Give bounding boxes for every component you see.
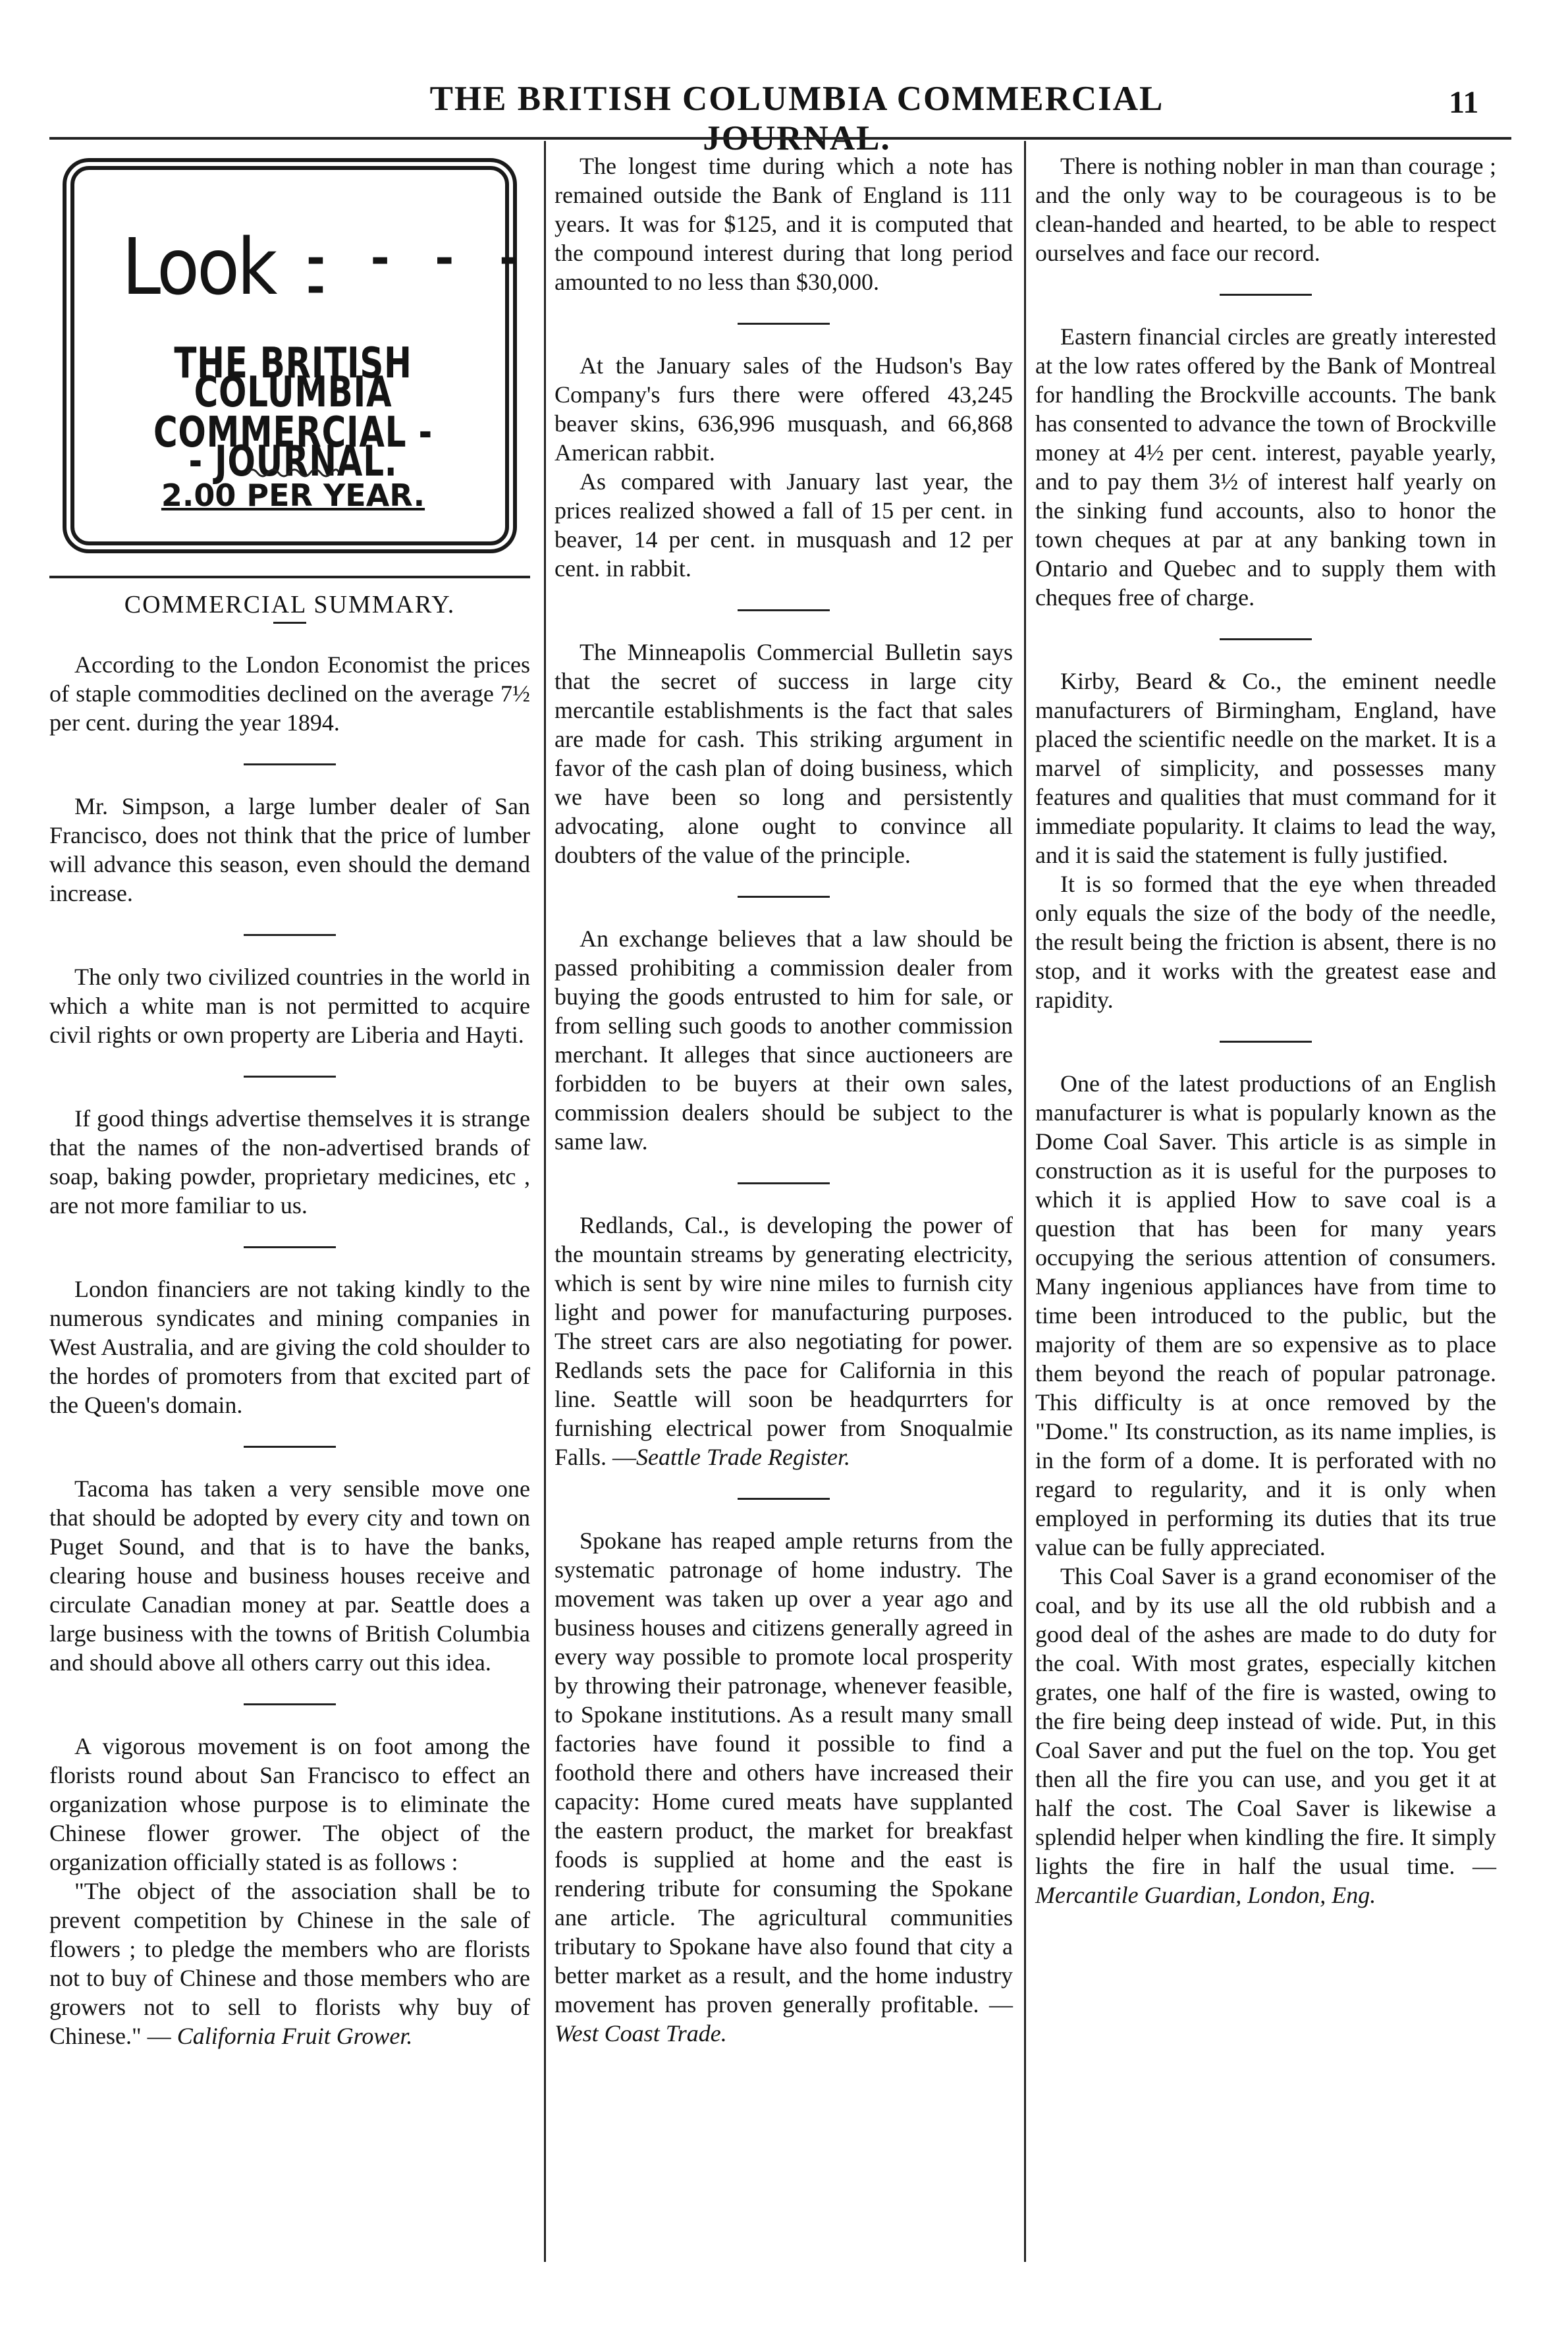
source-credit: Mercantile Guardian, London, Eng. [1035, 1882, 1376, 1908]
news-item [49, 1104, 530, 1220]
journal-title: THE BRITISH COLUMBIA COMMERCIAL JOURNAL. [429, 80, 1164, 157]
ad-price [102, 478, 484, 513]
news-item [554, 151, 1013, 296]
paragraph: Tacoma has taken a very sensible move one that should be adopted by every city and town on Puget Sound, and that is to have the banks, clearing house and business houses receive and circulate Canadian money at par. Seattle does a large business with the towns of British Columbia and should above all others carry out this idea. [49, 1475, 530, 1676]
paragraph: London financiers are not taking kindly to the numerous syndicates and mining companies in West Australia, and are giving the cold shoulder to the hordes of promoters from that excited part of the Queen's domain. [49, 1276, 530, 1418]
paragraph-text: Spokane has reaped ample returns from the systematic patronage of home industry. The movement was taken up over a year ago and business houses and citizens generally agreed in every way possible to promote local prosperity by throwing their patronage, whenever feasible, to Spokane institutions. As a result many small factories have found it possible to find a foothold there and others have increased their capacity: Home cured meats have supplanted the eastern product, the market for breakfast foods is supplied at home and the east is rendering tribute for consuming the Spokane ane article. The agricultural communities tributary to Spokane have also found that city a better market as a result, and the home industry movement has proven generally profitable. — [554, 1527, 1013, 2018]
paragraph [1035, 1562, 1496, 1910]
paragraph: The longest time during which a note has remained outside the Bank of England is 111 years. It was for $125, and it is computed that the compound interest during that long period amounted to no less than $30,000. [554, 153, 1013, 295]
news-item [554, 1211, 1013, 1471]
paragraph: The only two civilized countries in the world in which a white man is not permitted to acquire civil rights or own property are Liberia and Hayti. [49, 964, 530, 1048]
header-rule [49, 137, 1511, 140]
item-divider [1220, 294, 1312, 296]
item-divider [244, 763, 336, 765]
item-divider [738, 1498, 830, 1500]
paragraph: An exchange believes that a law should be passed prohibiting a commission dealer from buying the goods entrusted to him for sale, or from selling such goods to another commission merchant. It alleges that since auctioneers are forbidden to be buyers at their own sales, commission dealers should be subject to the same law. [554, 925, 1013, 1155]
news-item [1035, 322, 1496, 612]
quoted-paragraph [49, 1877, 530, 2050]
item-divider [1220, 1041, 1312, 1043]
source-credit: Seattle Trade Register. [636, 1444, 850, 1470]
news-item [554, 638, 1013, 869]
news-item [1035, 1069, 1496, 1910]
item-divider [738, 896, 830, 898]
ad-look-text: Look [122, 221, 275, 312]
news-item [1035, 151, 1496, 267]
ad-journal-name-line2: COMMERCIAL - - JOURNAL. [153, 408, 433, 486]
paragraph: One of the latest productions of an English manufacturer is what is popularly known as the Dome Coal Saver. This article is as simple in construction as it is useful for the purposes to which it is applied How to save coal is a question that has been for many years occupying the serious attention of consumers. Many ingenious appliances have from time to time been introduced to the public, but the majority of them are so expensive as to place them beyond the reach of popular patronage. This difficulty is at once removed by the "Dome." Its construction, as its name implies, is in the form of a dome. It is perforated with no regard to regularity, and it is only when employed in performing its duties that its true value can be fully appreciated. [1035, 1070, 1496, 1560]
news-item [554, 351, 1013, 583]
news-item [49, 1732, 530, 2050]
paragraph-text: Redlands, Cal., is developing the power of the mountain streams by generating electricity, which is sent by wire nine miles to furnish city light and power for manufacturing purposes. The street cars are also negotiating for power. Redlands sets the pace for California in this line. Seattle will soon be headqurrters for furnishing electrical power from Snoqualmie Falls. — [554, 1212, 1013, 1470]
paragraph: As compared with January last year, the prices realized showed a fall of 15 per cent. in beaver, 14 per cent. in musquash and 12 per cent. in rabbit. [554, 468, 1013, 582]
paragraph: There is nothing nobler in man than courage ; and the only way to be courageous is to be clean-handed and hearted, to be able to respect ourselves and face our record. [1035, 153, 1496, 266]
heading-rule [273, 622, 306, 624]
item-divider [738, 323, 830, 325]
item-divider [244, 1076, 336, 1078]
item-divider [738, 1182, 830, 1184]
news-item [554, 924, 1013, 1156]
ad-dashes: - - - - - [306, 231, 530, 314]
section-heading: COMMERCIAL SUMMARY. [124, 591, 456, 619]
news-item [49, 792, 530, 908]
item-divider [244, 1703, 336, 1705]
news-item [49, 1275, 530, 1419]
paragraph: It is so formed that the eye when threaded only equals the size of the body of the needle, the result being the friction is absent, there is no stop, and it works with the greatest ease and rapidity. [1035, 871, 1496, 1013]
ad-price-text: 2.00 PER YEAR. [161, 478, 425, 513]
quote-source: California Fruit Grower. [176, 2023, 413, 2049]
paragraph: If good things advertise themselves it is strange that the names of the non-advertised brands of soap, baking powder, proprietary medicines, etc , are not more familiar to us. [49, 1105, 530, 1219]
news-item [49, 650, 530, 737]
paragraph: According to the London Economist the prices of staple commodities declined on the average 7½ per cent. during the year 1894. [49, 651, 530, 736]
paragraph [554, 1526, 1013, 2048]
quote-text: "The object of the association shall be to prevent competition by Chinese in the sale of flowers ; to pledge the members who are florists not to buy of Chinese and those members who are growers not to sell to florists why buy of Chinese." — [49, 1878, 530, 2049]
news-item [49, 962, 530, 1049]
item-divider [244, 1446, 336, 1448]
item-divider [244, 934, 336, 936]
column-2 [554, 151, 1013, 2048]
paragraph: Kirby, Beard & Co., the eminent needle manufacturers of Birmingham, England, have placed the scientific needle on the market. It is a marvel of simplicity, and possesses many features and qualities that must command for it immediate popularity. It claims to lead the way, and it is said the statement is fully justified. [1035, 668, 1496, 868]
paragraph: At the January sales of the Hudson's Bay Company's furs there were offered 43,245 beaver skins, 636,996 musquash, and 66,868 American rabbit. [554, 352, 1013, 466]
paragraph: Mr. Simpson, a large lumber dealer of San Francisco, does not think that the price of lumber will advance this season, even should the demand increase. [49, 793, 530, 906]
page-number: 11 [1449, 85, 1479, 120]
news-item [49, 1474, 530, 1677]
paragraph-text: This Coal Saver is a grand economiser of the coal, and by its use all the old rubbish and a good deal of the ashes are made to do duty for the coal. With most grates, especially kitchen grates, one half of the fire is wasted, owing to the fire being deep instead of wide. Put, in this Coal Saver and put the fuel on the top. You get then all the fire you can use, and you get it at half the cost. The Coal Saver is likewise a splendid helper when kindling the fire. It simply lights the fire in half the usual time. — [1035, 1563, 1496, 1879]
item-divider [1220, 638, 1312, 640]
item-divider [244, 1246, 336, 1248]
paragraph: The Minneapolis Commercial Bulletin says that the secret of success in large city mercantile establishments is the fact that sales are made for cash. This striking argument in favor of the cash plan of doing business, which we have been so long and persistently advocating, alone ought to convince all doubters of the value of the principle. [554, 639, 1013, 868]
column-divider [544, 141, 546, 2262]
section-rule [49, 576, 530, 578]
paragraph: A vigorous movement is on foot among the florists round about San Francisco to effect an organization whose purpose is to eliminate the Chinese flower grower. The object of the organization officially stated is as follows : [49, 1733, 530, 1875]
subscription-advertisement [49, 151, 530, 560]
ad-journal-name-line1: THE BRITISH COLUMBIA [174, 339, 412, 417]
news-item [1035, 667, 1496, 1014]
paragraph [554, 1211, 1013, 1471]
column-3 [1035, 151, 1496, 1910]
news-item [554, 1526, 1013, 2048]
column-1 [49, 151, 530, 2050]
column-divider [1024, 141, 1026, 2262]
item-divider [738, 609, 830, 611]
page-header [0, 59, 1568, 157]
paragraph: Eastern financial circles are greatly interested at the low rates offered by the Bank of Montreal for handling the Brockville accounts. The bank has consented to advance the town of Brockville money at 4½ per cent. interest, payable yearly, and to pay them 3½ of interest half yearly on the sinking fund accounts, also to honor the town cheques at par at any banking town in Ontario and Quebec and to supply them with cheques free of charge. [1035, 323, 1496, 611]
source-credit: West Coast Trade. [554, 2020, 727, 2047]
